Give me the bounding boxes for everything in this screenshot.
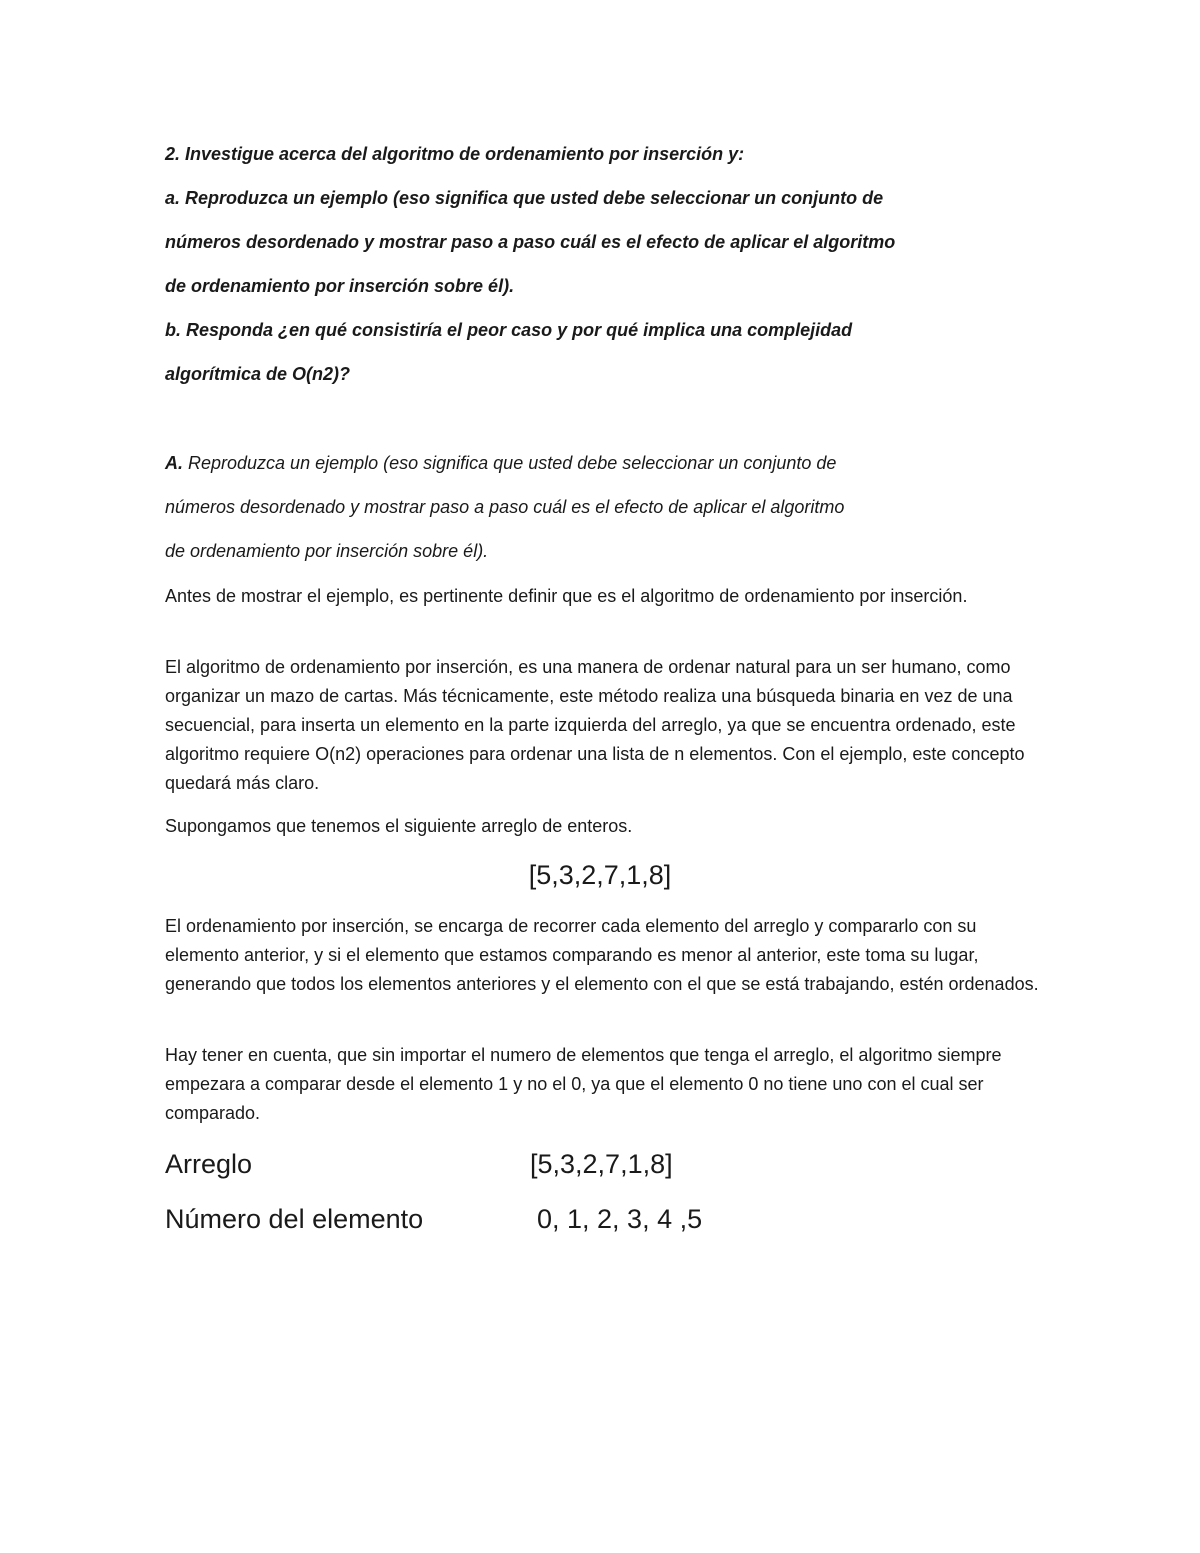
paragraph-definition-intro: Antes de mostrar el ejemplo, es pertinente definir que es el algoritmo de ordenamiento por inserción.: [165, 586, 968, 606]
answer-a-label: A.: [165, 453, 183, 473]
array-row-label: Arreglo: [165, 1149, 253, 1179]
question-line-1: 2. Investigue acerca del algoritmo de ordenamiento por inserción y:: [165, 144, 745, 164]
answer-a-line-3: de ordenamiento por inserción sobre él).: [165, 541, 489, 561]
index-row-value: 0, 1, 2, 3, 4 ,5: [537, 1204, 703, 1234]
array-row-value: [5,3,2,7,1,8]: [530, 1149, 673, 1179]
question-line-3: números desordenado y mostrar paso a paso cuál es el efecto de aplicar el algoritmo: [165, 232, 896, 252]
question-line-5: b. Responda ¿en qué consistiría el peor caso y por qué implica una complejidad: [165, 320, 853, 340]
paragraph-how-it-works: El ordenamiento por inserción, se encarga de recorrer cada elemento del arreglo y compararlo con su elemento anterior, y si el elemento que estamos comparando es menor al anterior, este toma su lugar, generando que todos los elementos anteriores y el elemento con el que se está trabajando, estén ordenados.: [165, 916, 1039, 994]
paragraph-definition: El algoritmo de ordenamiento por inserción, es una manera de ordenar natural para un ser humano, como organizar un mazo de cartas. Más técnicamente, este método realiza una búsqueda binaria en vez de una secuencial, para inserta un elemento en la parte izquierda del arreglo, ya que se encuentra ordenado, este algoritmo requiere O(n2) operaciones para ordenar una lista de n elementos. Con el ejemplo, este concepto quedará más claro.: [165, 657, 1025, 793]
answer-a-line-1-text: Reproduzca un ejemplo (eso significa que usted debe seleccionar un conjunto de: [183, 453, 837, 473]
paragraph-start-index: Hay tener en cuenta, que sin importar el numero de elementos que tenga el arreglo, el algoritmo siempre empezara a comparar desde el elemento 1 y no el 0, ya que el elemento 0 no tiene uno con el cual ser comparado.: [165, 1045, 1002, 1123]
index-row-label: Número del elemento: [165, 1204, 424, 1234]
question-line-2: a. Reproduzca un ejemplo (eso significa que usted debe seleccionar un conjunto de: [165, 188, 884, 208]
example-array: [5,3,2,7,1,8]: [528, 860, 672, 890]
paragraph-example-intro: Supongamos que tenemos el siguiente arreglo de enteros.: [165, 816, 633, 836]
answer-a-line-1: [165, 451, 836, 475]
question-line-6: algorítmica de O(n2)?: [165, 364, 351, 384]
question-line-4: de ordenamiento por inserción sobre él).: [165, 276, 515, 296]
answer-a-line-2: números desordenado y mostrar paso a paso cuál es el efecto de aplicar el algoritmo: [165, 497, 845, 517]
